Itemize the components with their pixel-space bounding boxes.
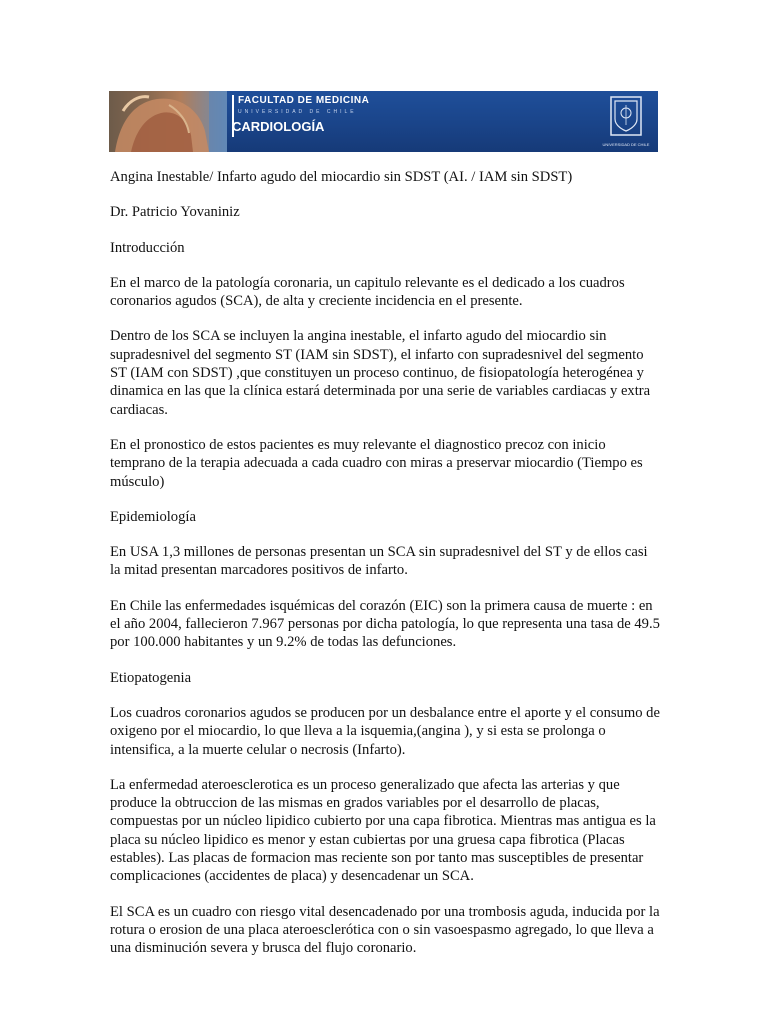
paragraph: Los cuadros coronarios agudos se producen por un desbalance entre el aporte y el consumo de oxigeno por el miocardio, lo que lleva a la isquemia,(angina ), y si esta se prolonga o intensifica, a la muerte celular o necrosis (Infarto).	[110, 704, 660, 758]
document-author: Dr. Patricio Yovaniniz	[110, 204, 240, 221]
paragraph: En el pronostico de estos pacientes es muy relevante el diagnostico precoz con inicio temprano de la terapia adecuada a cada cuadro con miras a preservar miocardio (Tiempo es músculo)	[110, 436, 643, 490]
section-heading: Etiopatogenia	[110, 669, 192, 686]
university-name: UNIVERSIDAD DE CHILE	[238, 109, 357, 115]
faculty-name: FACULTAD DE MEDICINA	[238, 95, 370, 106]
header-banner	[109, 91, 658, 152]
document-title: Angina Inestable/ Infarto agudo del miocardio sin SDST (AI. / IAM sin SDST)	[110, 169, 573, 185]
paragraph: En Chile las enfermedades isquémicas del corazón (EIC) son la primera causa de muerte : en el año 2004, fallecieron 7.967 personas por dicha patología, lo que representa una tasa de 49.5 por 100.000 habitantes y un 9.2% de todas las defunciones.	[110, 597, 660, 651]
heart-illustration	[109, 91, 227, 152]
university-seal-icon	[599, 93, 653, 150]
seal-caption: UNIVERSIDAD DE CHILE	[602, 142, 650, 147]
paragraph: El SCA es un cuadro con riesgo vital desencadenado por una trombosis aguda, inducida por la rotura o erosion de una placa ateroesclerótica con o sin vasoespasmo agregado, lo que lleva a una disminución severa y brusca del flujo coronario.	[110, 903, 660, 957]
paragraph: En el marco de la patología coronaria, un capitulo relevante es el dedicado a los cuadros coronarios agudos (SCA), de alta y creciente incidencia en el presente.	[110, 274, 625, 310]
paragraph: Dentro de los SCA se incluyen la angina inestable, el infarto agudo del miocardio sin supradesnivel del segmento ST (IAM sin SDST), el infarto con supradesnivel del segmento ST (IAM con SDST) ,que constituyen un proceso continuo, de fisiopatología heterogénea y dinamica en las que la clínica estará determinada por una serie de variables cardiacas y extra cardiacas.	[110, 328, 651, 418]
banner-title: CARDIOLOGÍA	[232, 119, 325, 134]
section-heading: Epidemiología	[110, 508, 196, 525]
paragraph: En USA 1,3 millones de personas presentan un SCA sin supradesnivel del ST y de ellos casi la mitad presentan marcadores positivos de infarto.	[110, 544, 648, 579]
paragraph: La enfermedad ateroesclerotica es un proceso generalizado que afecta las arterias y que produce la obtruccion de las mismas en grados variables por el desarrollo de placas, compuestas por un núcleo lipidico cubierto por una capa fibrotica. Mientras mas antigua es la placa su núcleo lipidico es menor y estan cubiertas por una gruesa capa fibrotica (Placas estables). Las placas de formacion mas reciente son por tanto mas susceptibles de presentar complicaciones (accidentes de placa) y desencadenar un SCA.	[110, 776, 656, 885]
document-body	[110, 168, 660, 975]
section-heading: Introducción	[110, 239, 185, 256]
